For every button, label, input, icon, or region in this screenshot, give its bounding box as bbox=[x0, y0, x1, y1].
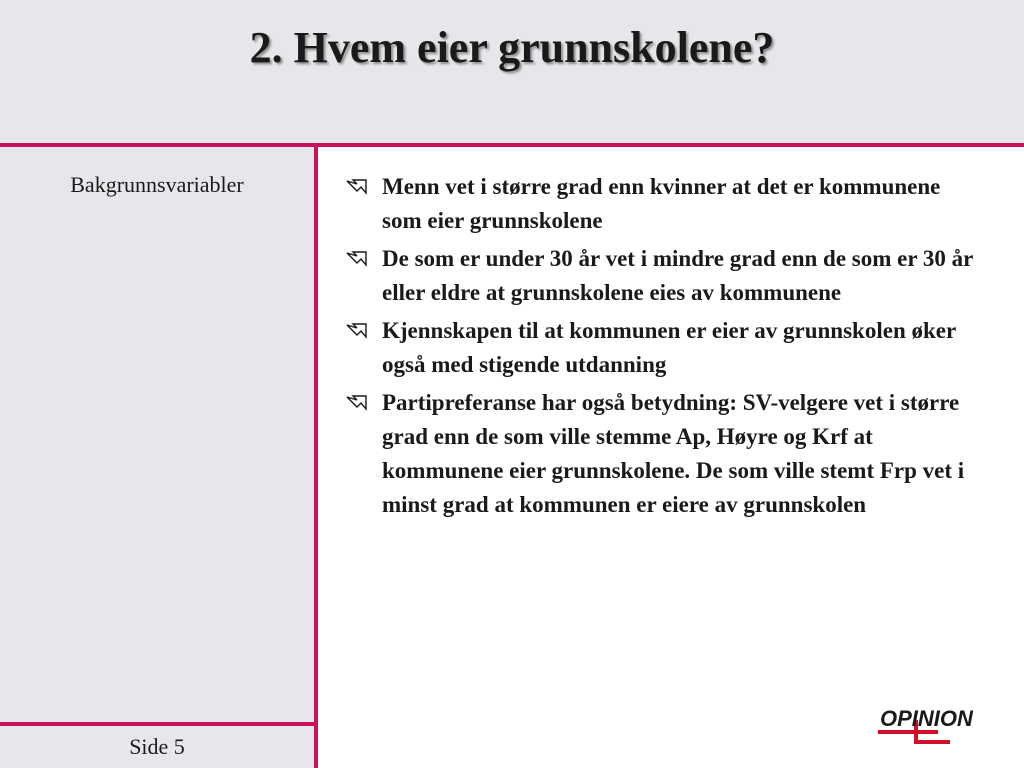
hollow-arrow-bullet-icon bbox=[344, 171, 370, 197]
page-number: Side 5 bbox=[129, 734, 185, 759]
hollow-arrow-bullet-icon bbox=[344, 387, 370, 413]
sidebar-divider bbox=[314, 147, 318, 768]
sidebar-label: Bakgrunnsvariabler bbox=[70, 172, 244, 197]
header-panel bbox=[0, 0, 1024, 143]
bullet-text: Partipreferanse har også betydning: SV-velgere vet i større grad enn de som ville stemme Ap, Høyre og Krf at kommunene eier grunnskolene. De som ville stemt Frp vet i minst grad at kommunen er eiere av grunnskolen bbox=[382, 390, 965, 517]
bullet-text: Kjennskapen til at kommunen er eier av grunnskolen øker også med stigende utdanning bbox=[382, 318, 956, 377]
opinion-logo bbox=[878, 700, 996, 746]
sidebar-panel bbox=[0, 147, 314, 768]
bullet-text: Menn vet i større grad enn kvinner at det er kommunene som eier grunnskolene bbox=[382, 174, 941, 233]
slide-title: 2. Hvem eier grunnskolene? bbox=[249, 23, 775, 72]
hollow-arrow-bullet-icon bbox=[344, 315, 370, 341]
bullet-item bbox=[340, 170, 980, 238]
footer-divider bbox=[0, 722, 316, 726]
bullet-item bbox=[340, 386, 980, 522]
bullet-list bbox=[340, 170, 980, 526]
bullet-item bbox=[340, 242, 980, 310]
logo-text: OPINION bbox=[880, 706, 973, 731]
hollow-arrow-bullet-icon bbox=[344, 243, 370, 269]
bullet-item bbox=[340, 314, 980, 382]
bullet-text: De som er under 30 år vet i mindre grad enn de som er 30 år eller eldre at grunnskolene eies av kommunene bbox=[382, 246, 973, 305]
